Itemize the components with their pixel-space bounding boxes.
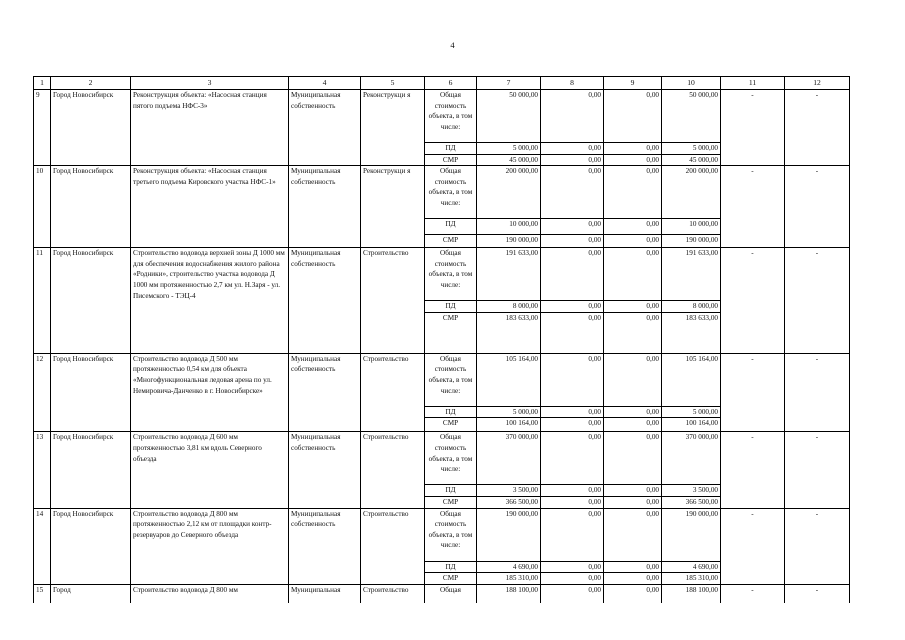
amount-total-cell: 188 100,00: [477, 584, 541, 603]
table-row: [34, 353, 850, 406]
row-number: 14: [34, 508, 51, 584]
amount-cell: 105 164,00: [662, 353, 721, 406]
amount-total-cell: 366 500,00: [477, 496, 541, 508]
ownership-cell: Муниципальная собственность: [289, 166, 361, 248]
municipality-cell: Город: [51, 584, 131, 603]
amount-cell: 0,00: [541, 248, 604, 301]
dash-cell: -: [721, 248, 785, 354]
cost-description-cell: Общая: [425, 584, 477, 603]
amount-total-cell: 5 000,00: [477, 406, 541, 418]
amount-cell: 0,00: [604, 496, 662, 508]
dash-cell: -: [785, 584, 850, 603]
column-header: 2: [51, 77, 131, 90]
amount-cell: 0,00: [541, 485, 604, 497]
object-name-cell: Строительство водовода Д 800 мм протяженностью 2,12 км от площадки контр-резервуаров до Северного объезда: [131, 508, 289, 584]
cost-type-cell: ПД: [425, 561, 477, 573]
ownership-cell: Муниципальная собственность: [289, 432, 361, 508]
cost-description-cell: Общая стоимость объекта, в том числе:: [425, 248, 477, 301]
amount-cell: 0,00: [541, 584, 604, 603]
dash-cell: -: [721, 508, 785, 584]
amount-cell: 366 500,00: [662, 496, 721, 508]
amount-total-cell: 370 000,00: [477, 432, 541, 485]
dash-cell: -: [785, 90, 850, 166]
amount-total-cell: 105 164,00: [477, 353, 541, 406]
amount-cell: 100 164,00: [662, 418, 721, 432]
amount-cell: 0,00: [541, 235, 604, 248]
table-row: [34, 432, 850, 485]
ownership-cell: Муниципальная собственность: [289, 353, 361, 432]
amount-total-cell: 5 000,00: [477, 143, 541, 155]
amount-cell: 0,00: [541, 90, 604, 143]
dash-cell: -: [785, 166, 850, 248]
dash-cell: -: [785, 248, 850, 354]
amount-cell: 0,00: [604, 248, 662, 301]
amount-total-cell: 190 000,00: [477, 508, 541, 561]
amount-cell: 191 633,00: [662, 248, 721, 301]
municipality-cell: Город Новосибирск: [51, 432, 131, 508]
amount-cell: 370 000,00: [662, 432, 721, 485]
dash-cell: -: [721, 166, 785, 248]
column-header: 4: [289, 77, 361, 90]
amount-cell: 50 000,00: [662, 90, 721, 143]
object-name-cell: Строительство водовода Д 500 мм протяженностью 0,54 км для объекта «Многофункциональная ледовая арена по ул. Немировича-Данченко в г. Новосибирске»: [131, 353, 289, 432]
amount-total-cell: 4 690,00: [477, 561, 541, 573]
amount-cell: 0,00: [604, 143, 662, 155]
table-row: [34, 248, 850, 301]
row-number: 12: [34, 353, 51, 432]
amount-cell: 0,00: [604, 561, 662, 573]
amount-cell: 190 000,00: [662, 508, 721, 561]
amount-cell: 0,00: [604, 432, 662, 485]
amount-cell: 185 310,00: [662, 573, 721, 585]
cost-description-cell: Общая стоимость объекта, в том числе:: [425, 508, 477, 561]
amount-cell: 0,00: [604, 235, 662, 248]
amount-cell: 0,00: [604, 301, 662, 313]
amount-total-cell: 200 000,00: [477, 166, 541, 219]
work-type-cell: Реконструкци я: [361, 90, 425, 166]
amount-cell: 5 000,00: [662, 143, 721, 155]
amount-cell: 0,00: [541, 418, 604, 432]
work-type-cell: Строительство: [361, 353, 425, 432]
object-name-cell: Реконструкция объекта: «Насосная станция третьего подъема Кировского участка НФС-1»: [131, 166, 289, 248]
amount-cell: 0,00: [541, 353, 604, 406]
amount-total-cell: 191 633,00: [477, 248, 541, 301]
table-row: [34, 508, 850, 561]
amount-total-cell: 183 633,00: [477, 312, 541, 353]
table-container: [33, 76, 851, 603]
cost-type-cell: ПД: [425, 485, 477, 497]
cost-type-cell: СМР: [425, 312, 477, 353]
cost-type-cell: ПД: [425, 143, 477, 155]
amount-cell: 183 633,00: [662, 312, 721, 353]
column-header: 9: [604, 77, 662, 90]
cost-type-cell: ПД: [425, 219, 477, 235]
row-number: 9: [34, 90, 51, 166]
dash-cell: -: [721, 90, 785, 166]
cost-type-cell: СМР: [425, 235, 477, 248]
amount-cell: 3 500,00: [662, 485, 721, 497]
amount-cell: 45 000,00: [662, 154, 721, 166]
column-number-row: [34, 77, 850, 90]
amount-cell: 0,00: [604, 584, 662, 603]
amount-cell: 0,00: [541, 406, 604, 418]
object-name-cell: Строительство водовода Д 600 мм протяженностью 3,81 км вдоль Северного объезда: [131, 432, 289, 508]
table-row: [34, 584, 850, 603]
ownership-cell: Муниципальная собственность: [289, 90, 361, 166]
column-header: 11: [721, 77, 785, 90]
amount-cell: 0,00: [604, 573, 662, 585]
dash-cell: -: [785, 508, 850, 584]
row-number: 13: [34, 432, 51, 508]
page-number: 4: [450, 40, 455, 50]
amount-cell: 0,00: [541, 561, 604, 573]
amount-total-cell: 185 310,00: [477, 573, 541, 585]
amount-cell: 0,00: [541, 301, 604, 313]
cost-description-cell: Общая стоимость объекта, в том числе:: [425, 353, 477, 406]
cost-type-cell: ПД: [425, 406, 477, 418]
amount-total-cell: 190 000,00: [477, 235, 541, 248]
municipality-cell: Город Новосибирск: [51, 508, 131, 584]
column-header: 8: [541, 77, 604, 90]
investment-table: [33, 76, 850, 603]
amount-cell: 0,00: [541, 573, 604, 585]
work-type-cell: Строительство: [361, 248, 425, 354]
amount-total-cell: 8 000,00: [477, 301, 541, 313]
amount-cell: 0,00: [604, 406, 662, 418]
dash-cell: -: [721, 353, 785, 432]
amount-cell: 0,00: [541, 154, 604, 166]
amount-cell: 0,00: [604, 90, 662, 143]
cost-type-cell: ПД: [425, 301, 477, 313]
amount-cell: 200 000,00: [662, 166, 721, 219]
work-type-cell: Строительство: [361, 508, 425, 584]
column-header: 6: [425, 77, 477, 90]
dash-cell: -: [721, 432, 785, 508]
municipality-cell: Город Новосибирск: [51, 90, 131, 166]
cost-type-cell: СМР: [425, 573, 477, 585]
work-type-cell: Строительство: [361, 584, 425, 603]
cost-description-cell: Общая стоимость объекта, в том числе:: [425, 432, 477, 485]
ownership-cell: Муниципальная собственность: [289, 248, 361, 354]
cost-type-cell: СМР: [425, 154, 477, 166]
object-name-cell: Строительство водовода Д 800 мм: [131, 584, 289, 603]
object-name-cell: Строительство водовода верхней зоны Д 1000 мм для обеспечения водоснабжения жилого района «Родники», строительство участка водовода Д 1000 мм протяженностью 2,7 км ул. Н.Заря - ул. Писемского - ТЭЦ-4: [131, 248, 289, 354]
amount-cell: 0,00: [604, 219, 662, 235]
municipality-cell: Город Новосибирск: [51, 248, 131, 354]
ownership-cell: Муниципальная собственность: [289, 508, 361, 584]
row-number: 15: [34, 584, 51, 603]
column-header: 3: [131, 77, 289, 90]
amount-cell: 190 000,00: [662, 235, 721, 248]
amount-cell: 188 100,00: [662, 584, 721, 603]
amount-cell: 0,00: [604, 418, 662, 432]
amount-cell: 10 000,00: [662, 219, 721, 235]
municipality-cell: Город Новосибирск: [51, 353, 131, 432]
column-header: 1: [34, 77, 51, 90]
table-row: [34, 166, 850, 219]
row-number: 11: [34, 248, 51, 354]
amount-cell: 0,00: [541, 496, 604, 508]
amount-cell: 0,00: [541, 166, 604, 219]
ownership-cell: Муниципальная: [289, 584, 361, 603]
amount-cell: 0,00: [604, 166, 662, 219]
cost-type-cell: СМР: [425, 418, 477, 432]
amount-total-cell: 50 000,00: [477, 90, 541, 143]
amount-total-cell: 100 164,00: [477, 418, 541, 432]
column-header: 7: [477, 77, 541, 90]
amount-cell: 0,00: [604, 485, 662, 497]
amount-cell: 0,00: [541, 432, 604, 485]
object-name-cell: Реконструкция объекта: «Насосная станция пятого подъема НФС-3»: [131, 90, 289, 166]
dash-cell: -: [785, 432, 850, 508]
column-header: 5: [361, 77, 425, 90]
work-type-cell: Строительство: [361, 432, 425, 508]
dash-cell: -: [721, 584, 785, 603]
cost-description-cell: Общая стоимость объекта, в том числе:: [425, 166, 477, 219]
amount-total-cell: 45 000,00: [477, 154, 541, 166]
amount-cell: 0,00: [541, 312, 604, 353]
cost-type-cell: СМР: [425, 496, 477, 508]
row-number: 10: [34, 166, 51, 248]
amount-total-cell: 3 500,00: [477, 485, 541, 497]
table-row: [34, 90, 850, 143]
amount-cell: 8 000,00: [662, 301, 721, 313]
municipality-cell: Город Новосибирск: [51, 166, 131, 248]
amount-cell: 0,00: [541, 143, 604, 155]
amount-cell: 0,00: [541, 219, 604, 235]
amount-cell: 5 000,00: [662, 406, 721, 418]
column-header: 12: [785, 77, 850, 90]
amount-cell: 0,00: [604, 154, 662, 166]
amount-cell: 4 690,00: [662, 561, 721, 573]
amount-cell: 0,00: [604, 312, 662, 353]
amount-cell: 0,00: [604, 353, 662, 406]
amount-cell: 0,00: [604, 508, 662, 561]
amount-cell: 0,00: [541, 508, 604, 561]
cost-description-cell: Общая стоимость объекта, в том числе:: [425, 90, 477, 143]
column-header: 10: [662, 77, 721, 90]
amount-total-cell: 10 000,00: [477, 219, 541, 235]
dash-cell: -: [785, 353, 850, 432]
work-type-cell: Реконструкци я: [361, 166, 425, 248]
